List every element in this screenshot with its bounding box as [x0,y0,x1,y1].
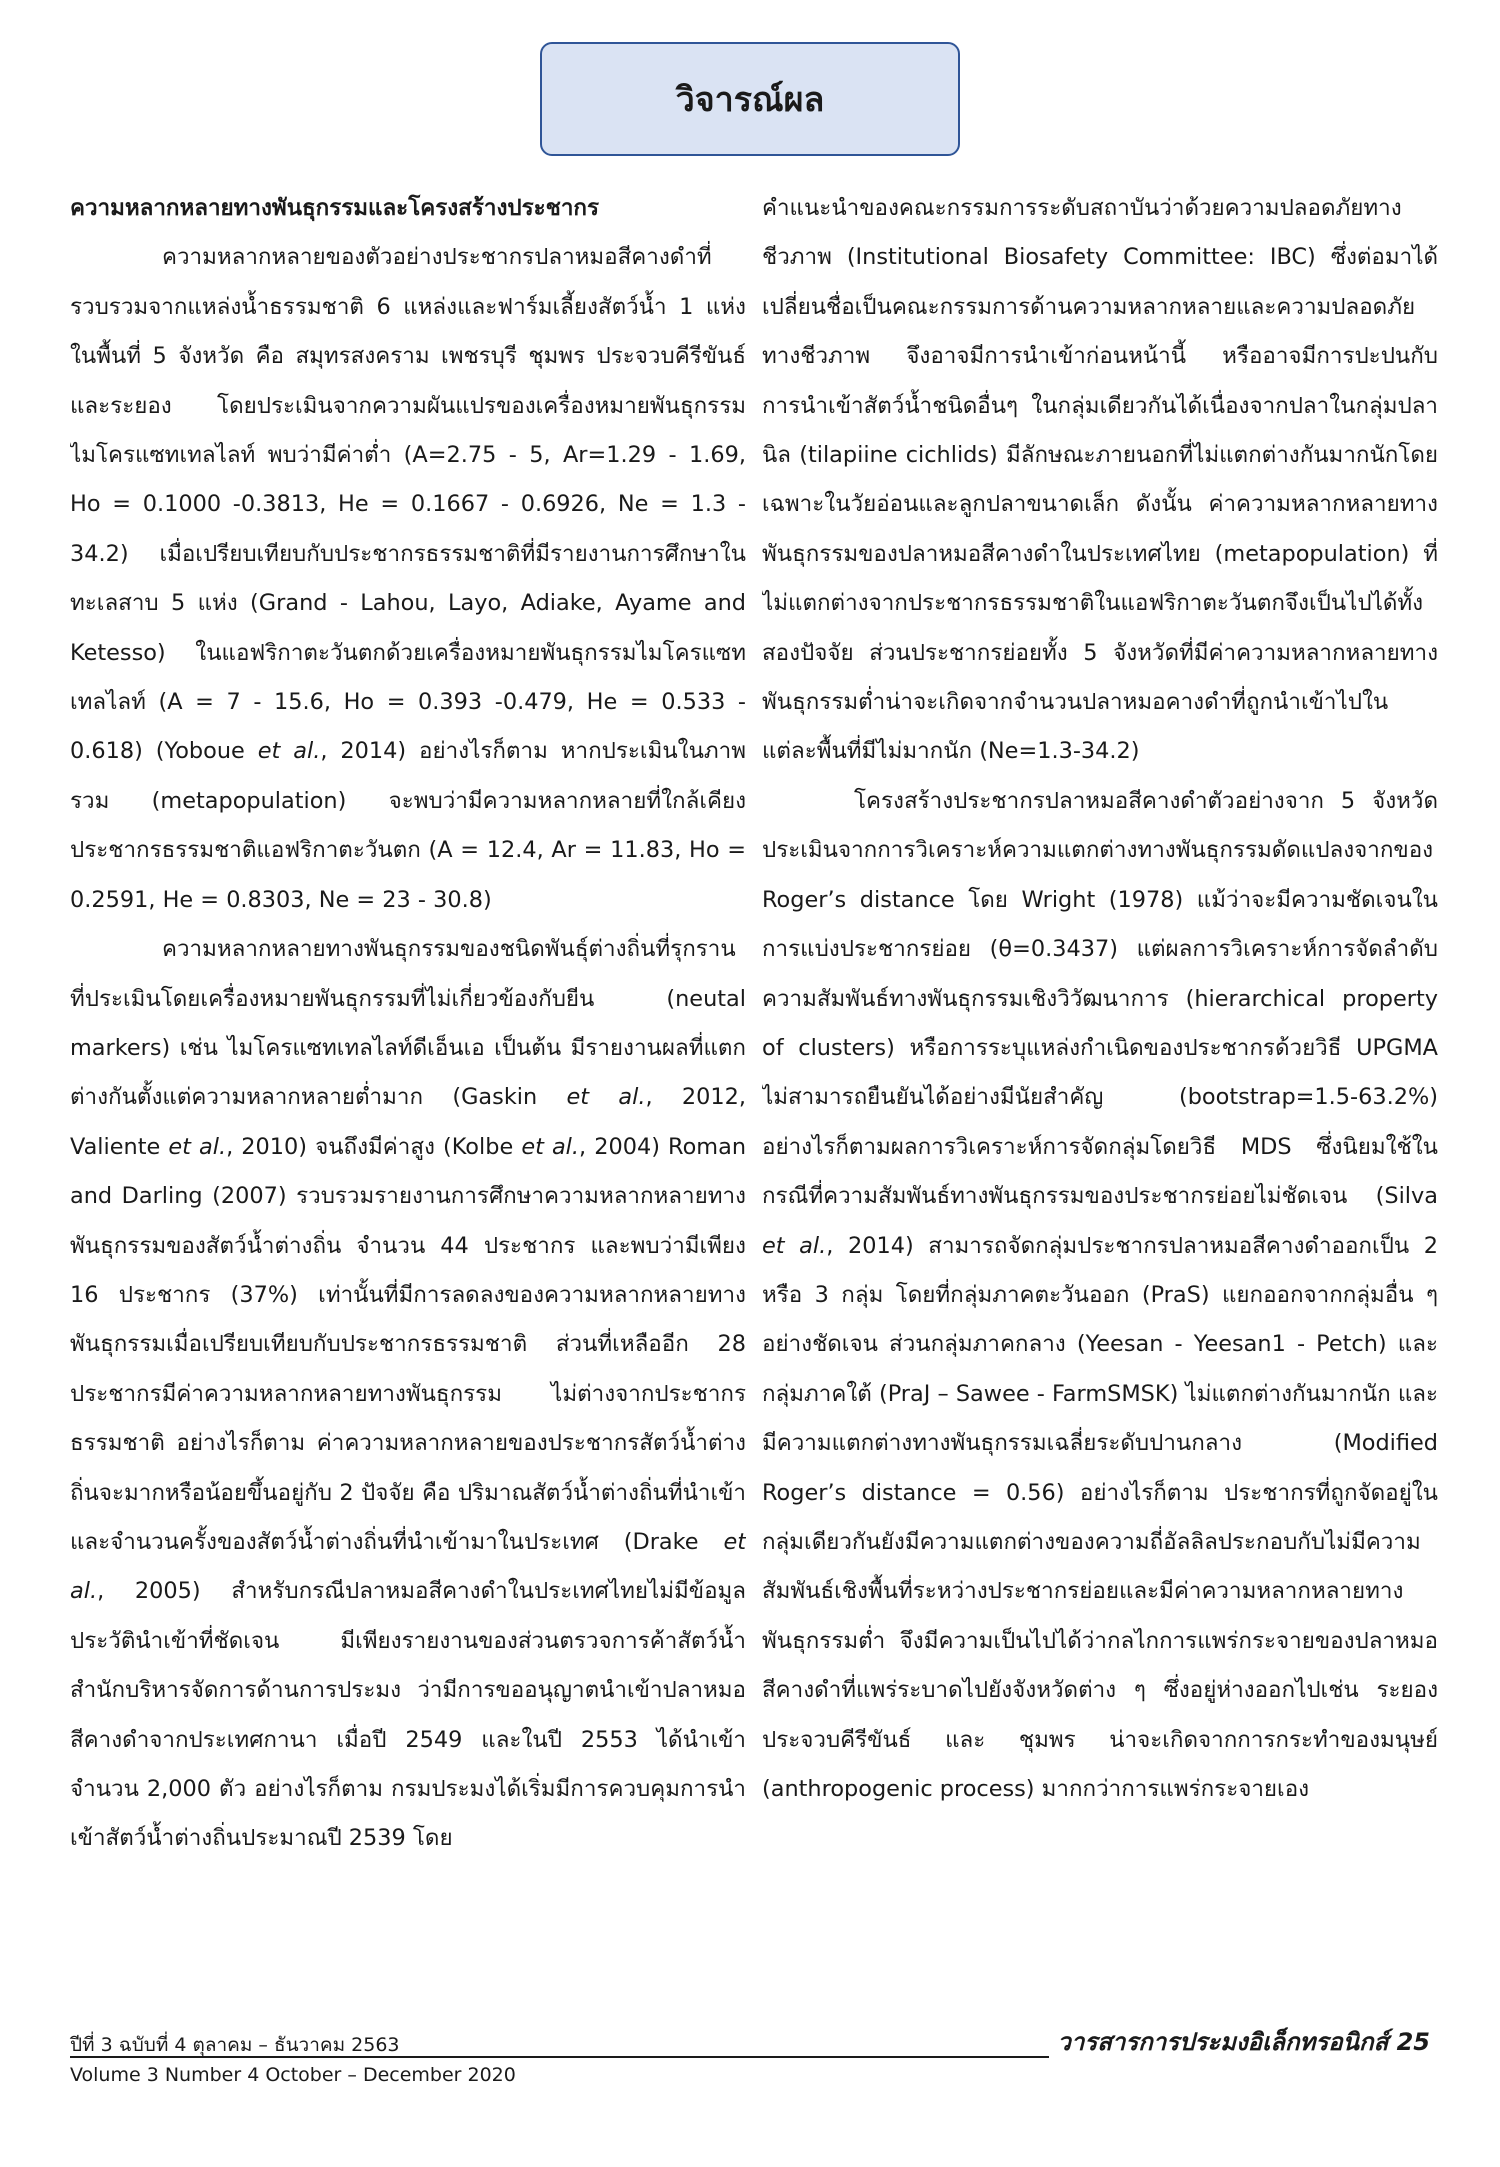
text-segment: , 2014) อย่างไรก็ตาม หากประเมินในภาพรวม (metapopulation) จะพบว่ามีความหลากหลายที่ใกล้เคียงประชากรธรรมชาติแอฟริกาตะวันตก (A = 12.4, Ar = 11.83, Ho = 0.2591, He = 0.8303, Ne = 23 - 30.8) [70,738,746,913]
text-segment: โครงสร้างประชากรปลาหมอสีคางดำตัวอย่างจาก 5 จังหวัด ประเมินจากการวิเคราะห์ความแตกต่างทางพันธุกรรมดัดแปลงจากของ Roger’s distance โดย Wright (1978) แม้ว่าจะมีความชัดเจนในการแบ่งประชากรย่อย (θ=0.3437) แต่ผลการวิเคราะห์การจัดลำดับความสัมพันธ์ทางพันธุกรรมเชิงวิวัฒนาการ (hierarchical property of clusters) หรือการระบุแหล่งกำเนิดของประชากรด้วยวิธี UPGMA ไม่สามารถยืนยันได้อย่างมีนัยสำคัญ (bootstrap=1.5-63.2%) อย่างไรก็ตามผลการวิเคราะห์การจัดกลุ่มโดยวิธี MDS ซึ่งนิยมใช้ในกรณีที่ความสัมพันธ์ทางพันธุกรรมของประชากรย่อยไม่ชัดเจน (Silva [762,787,1438,1210]
section-title: วิจารณ์ผล [675,80,825,120]
footer-issue-thai: ปีที่ 3 ฉบับที่ 4 ตุลาคม – ธันวาคม 2563 [70,2034,400,2056]
et-al: et al. [168,1133,227,1160]
text-segment: , 2005) สำหรับกรณีปลาหมอสีคางดำในประเทศไทยไม่มีข้อมูลประวัตินำเข้าที่ชัดเจน มีเพียงรายงานของส่วนตรวจการค้าสัตว์น้ำ สำนักบริหารจัดการด้านการประมง ว่ามีการขออนุญาตนำเข้าปลาหมอสีคางดำจากประเทศกานา เมื่อปี 2549 และในปี 2553 ได้นำเข้าจำนวน 2,000 ตัว อย่างไรก็ตาม กรมประมงได้เริ่มมีการควบคุมการนำเข้าสัตว์น้ำต่างถิ่นประมาณปี 2539 โดย [70,1578,746,1852]
footer-issue-english: Volume 3 Number 4 October – December 2020 [70,2064,516,2086]
subsection-heading: ความหลากหลายทางพันธุกรรมและโครงสร้างประชากร [70,195,599,221]
et-al: et al. [566,1084,646,1111]
et-al: et al. [70,1528,746,1605]
text-segment: , 2004) Roman and Darling (2007) รวบรวมรายงานการศึกษาความหลากหลายทางพันธุกรรมของสัตว์น้ำต่างถิ่น จำนวน 44 ประชากร และพบว่ามีเพียง 16 ประชากร (37%) เท่านั้นที่มีการลดลงของความหลากหลายทางพันธุกรรมเมื่อเปรียบเทียบกับประชากรธรรมชาติ ส่วนที่เหลืออีก 28 ประชากรมีค่าความหลากหลายทางพันธุกรรม ไม่ต่างจากประชากรธรรมชาติ อย่างไรก็ตาม ค่าความหลากหลายของประชากรสัตว์น้ำต่างถิ่นจะมากหรือน้อยขึ้นอยู่กับ 2 ปัจจัย คือ ปริมาณสัตว์น้ำต่างถิ่นที่นำเข้า และจำนวนครั้งของสัตว์น้ำต่างถิ่นที่นำเข้ามาในประเทศ (Drake [70,1133,746,1555]
right-column [762,184,1438,2019]
section-title-box [540,42,960,156]
paragraph-continuation: คำแนะนำของคณะกรรมการระดับสถาบันว่าด้วยความปลอดภัยทางชีวภาพ (Institutional Biosafety Committee: IBC) ซึ่งต่อมาได้เปลี่ยนชื่อเป็นคณะกรรมการด้านความหลากหลายและความปลอดภัยทางชีวภาพ จึงอาจมีการนำเข้าก่อนหน้านี้ หรืออาจมีการปะปนกับการนำเข้าสัตว์น้ำชนิดอื่นๆ ในกลุ่มเดียวกันได้เนื่องจากปลาในกลุ่มปลานิล (tilapiine cichlids) มีลักษณะภายนอกที่ไม่แตกต่างกันมากนักโดยเฉพาะในวัยอ่อนและลูกปลาขนาดเล็ก ดังนั้น ค่าความหลากหลายทางพันธุกรรมของปลาหมอสีคางดำในประเทศไทย (metapopulation) ที่ไม่แตกต่างจากประชากรธรรมชาติในแอฟริกาตะวันตกจึงเป็นไปได้ทั้งสองปัจจัย ส่วนประชากรย่อยทั้ง 5 จังหวัดที่มีค่าความหลากหลายทางพันธุกรรมต่ำน่าจะเกิดจากจำนวนปลาหมอคางดำที่ถูกนำเข้าไปในแต่ละพื้นที่มีไม่มากนัก (Ne=1.3-34.2) [762,195,1438,765]
text-segment: ความหลากหลายทางพันธุกรรมของชนิดพันธุ์ต่างถิ่นที่รุกรานที่ประเมินโดยเครื่องหมายพันธุกรรมที่ไม่เกี่ยวข้องกับยีน (neutal markers) เช่น ไมโครแซทเทลไลท์ดีเอ็นเอ เป็นต้น มีรายงานผลที่แตกต่างกันตั้งแต่ความหลากหลายต่ำมาก (Gaskin [70,936,746,1111]
et-al: et al. [257,738,321,765]
text-segment: , 2010) จนถึงมีค่าสูง (Kolbe [226,1133,522,1160]
paragraph-invasive-diversity [70,925,746,1864]
text-segment: , 2012, Valiente [70,1084,746,1160]
left-column [70,184,746,2019]
text-segment: ความหลากหลายของตัวอย่างประชากรปลาหมอสีคางดำที่รวบรวมจากแหล่งน้ำธรรมชาติ 6 แหล่งและฟาร์มเลี้ยงสัตว์น้ำ 1 แห่งในพื้นที่ 5 จังหวัด คือ สมุทรสงคราม เพชรบุรี ชุมพร ประจวบคีรีขันธ์ และระยอง โดยประเมินจากความผันแปรของเครื่องหมายพันธุกรรมไมโครแซทเทลไลท์ พบว่ามีค่าต่ำ (A=2.75 - 5, Ar=1.29 - 1.69, Ho = 0.1000 -0.3813, He = 0.1667 - 0.6926, Ne = 1.3 - 34.2) เมื่อเปรียบเทียบกับประชากรธรรมชาติที่มีรายงานการศึกษาในทะเลสาบ 5 แห่ง (Grand - Lahou, Layo, Adiake, Ayame and Ketesso) ในแอฟริกาตะวันตกด้วยเครื่องหมายพันธุกรรมไมโครแซทเทลไลท์ (A = 7 - 15.6, Ho = 0.393 -0.479, He = 0.533 - 0.618) (Yoboue [70,244,746,765]
et-al: et al. [521,1133,580,1160]
footer-journal-page: วารสารการประมงอิเล็กทรอนิกส์ 25 [1049,2022,1430,2061]
et-al: et al. [762,1232,827,1259]
paragraph-population-structure [762,777,1438,1815]
text-segment: , 2014) สามารถจัดกลุ่มประชากรปลาหมอสีคางดำออกเป็น 2 หรือ 3 กลุ่ม โดยที่กลุ่มภาคตะวันออก (PraS) แยกออกจากกลุ่มอื่น ๆ อย่างชัดเจน ส่วนกลุ่มภาคกลาง (Yeesan - Yeesan1 - Petch) และกลุ่มภาคใต้ (PraJ – Sawee - FarmSMSK) ไม่แตกต่างกันมากนัก และมีความแตกต่างทางพันธุกรรมเฉลี่ยระดับปานกลาง (Modified Roger’s distance = 0.56) อย่างไรก็ตาม ประชากรที่ถูกจัดอยู่ในกลุ่มเดียวกันยังมีความแตกต่างของความถี่อัลลิลประกอบกับไม่มีความสัมพันธ์เชิงพื้นที่ระหว่างประชากรย่อยและมีค่าความหลากหลายทางพันธุกรรมต่ำ จึงมีความเป็นไปได้ว่ากลไกการแพร่กระจายของปลาหมอสีคางดำที่แพร่ระบาดไปยังจังหวัดต่าง ๆ ซึ่งอยู่ห่างออกไปเช่น ระยอง ประจวบคีรีขันธ์ และ ชุมพร น่าจะเกิดจากการกระทำของมนุษย์ (anthropogenic process) มากกว่าการแพร่กระจายเอง [762,1232,1438,1802]
paragraph-diversity [70,233,746,925]
